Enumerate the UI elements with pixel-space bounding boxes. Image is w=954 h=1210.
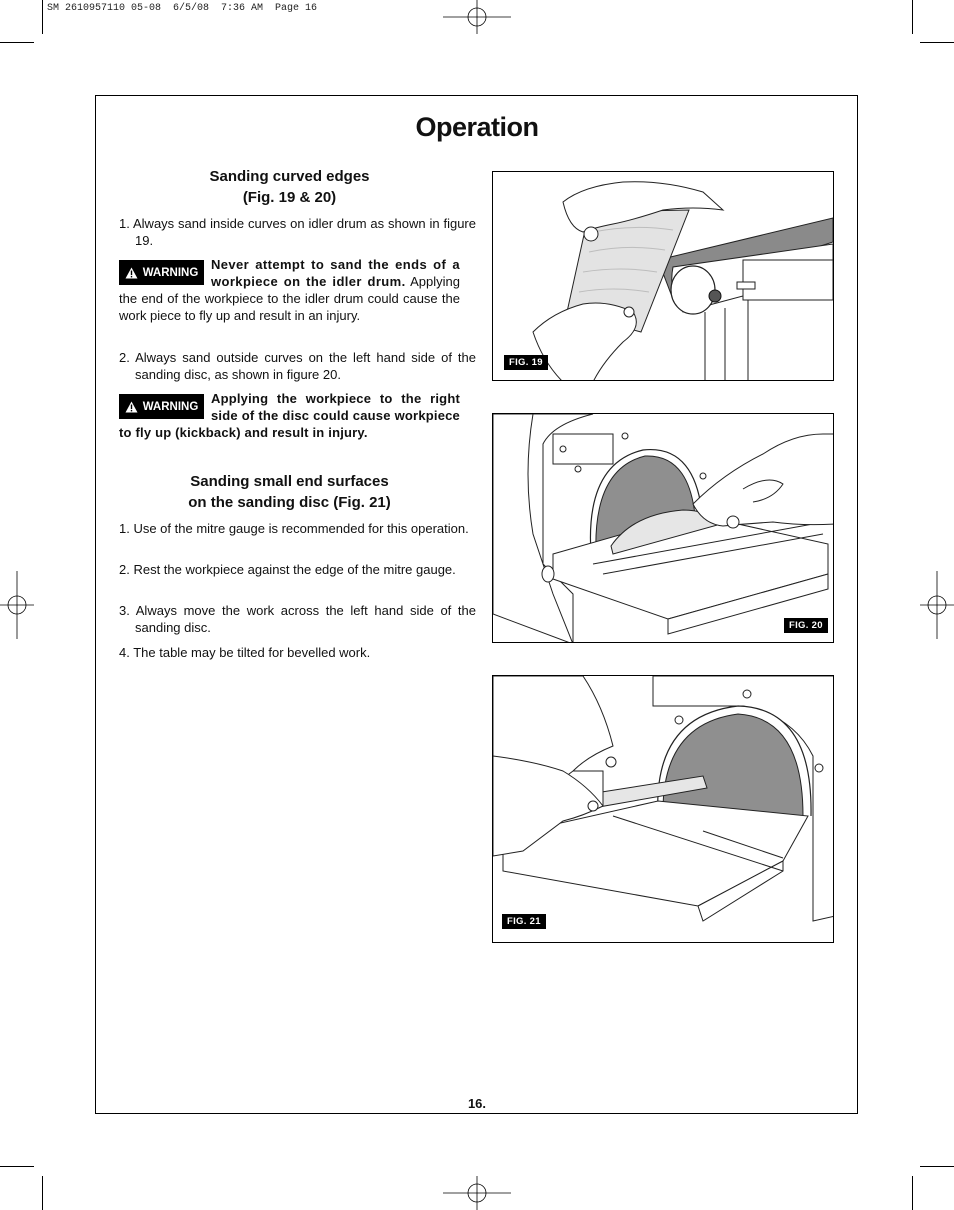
- crop-mark: [42, 1176, 43, 1210]
- registration-mark-icon: [0, 571, 34, 639]
- crop-mark: [912, 0, 913, 34]
- figure-20-illustration: [493, 414, 834, 643]
- warning-badge-label: WARNING: [142, 400, 199, 413]
- figure-label: FIG. 21: [502, 914, 546, 929]
- section-heading-line: (Fig. 19 & 20): [242, 189, 337, 206]
- list-item: 2. Always sand outside curves on the left hand side of the sanding disc, as shown in figure 20.: [119, 350, 476, 382]
- warning-text: [119, 390, 460, 441]
- list-item: 1. Always sand inside curves on idler drum as shown in figure 19.: [119, 216, 476, 248]
- section-heading: [119, 166, 460, 208]
- registration-mark-icon: [443, 0, 511, 34]
- list-item: 4. The table may be tilted for bevelled work.: [119, 645, 371, 660]
- warning-lead: Never attempt to sand the ends of a workpiece on the idler drum.: [211, 257, 460, 289]
- list-item: 1. Use of the mitre gauge is recommended for this operation.: [119, 521, 469, 536]
- page-number: 16.: [467, 1096, 487, 1111]
- crop-mark: [912, 1176, 913, 1210]
- section-heading-line: on the sanding disc (Fig. 21): [188, 494, 391, 511]
- figure-20: [492, 413, 834, 643]
- page-title: Operation: [415, 112, 539, 142]
- crop-mark: [920, 42, 954, 43]
- warning-lead: Applying the workpiece to the right side of the disc could cause workpiece to fly up (kickback) and result in injury.: [119, 391, 460, 440]
- warning-text: [119, 256, 460, 324]
- figure-19: [492, 171, 834, 381]
- list-item: 2. Rest the workpiece against the edge of the mitre gauge.: [119, 562, 456, 577]
- section-heading-line: Sanding small end surfaces: [190, 473, 389, 490]
- crop-mark: [42, 0, 43, 34]
- figure-21-illustration: [493, 676, 834, 943]
- section-heading-line: Sanding curved edges: [209, 168, 370, 185]
- figure-label: FIG. 19: [504, 355, 548, 370]
- registration-mark-icon: [443, 1176, 511, 1210]
- section-heading: [119, 471, 460, 513]
- warning-badge-label: WARNING: [142, 266, 199, 279]
- figure-19-illustration: [493, 172, 834, 381]
- figure-21: [492, 675, 834, 943]
- crop-mark: [0, 42, 34, 43]
- print-slug: SM 2610957110 05-08 6/5/08 7:36 AM Page 16: [47, 3, 318, 14]
- list-item: 3. Always move the work across the left hand side of the sanding disc.: [119, 603, 476, 635]
- figure-label: FIG. 20: [784, 618, 828, 633]
- crop-mark: [0, 1166, 34, 1167]
- crop-mark: [920, 1166, 954, 1167]
- warning-body: Applying the end of the workpiece to the idler drum could cause the work piece to fly up and result in an injury.: [119, 274, 460, 323]
- registration-mark-icon: [920, 571, 954, 639]
